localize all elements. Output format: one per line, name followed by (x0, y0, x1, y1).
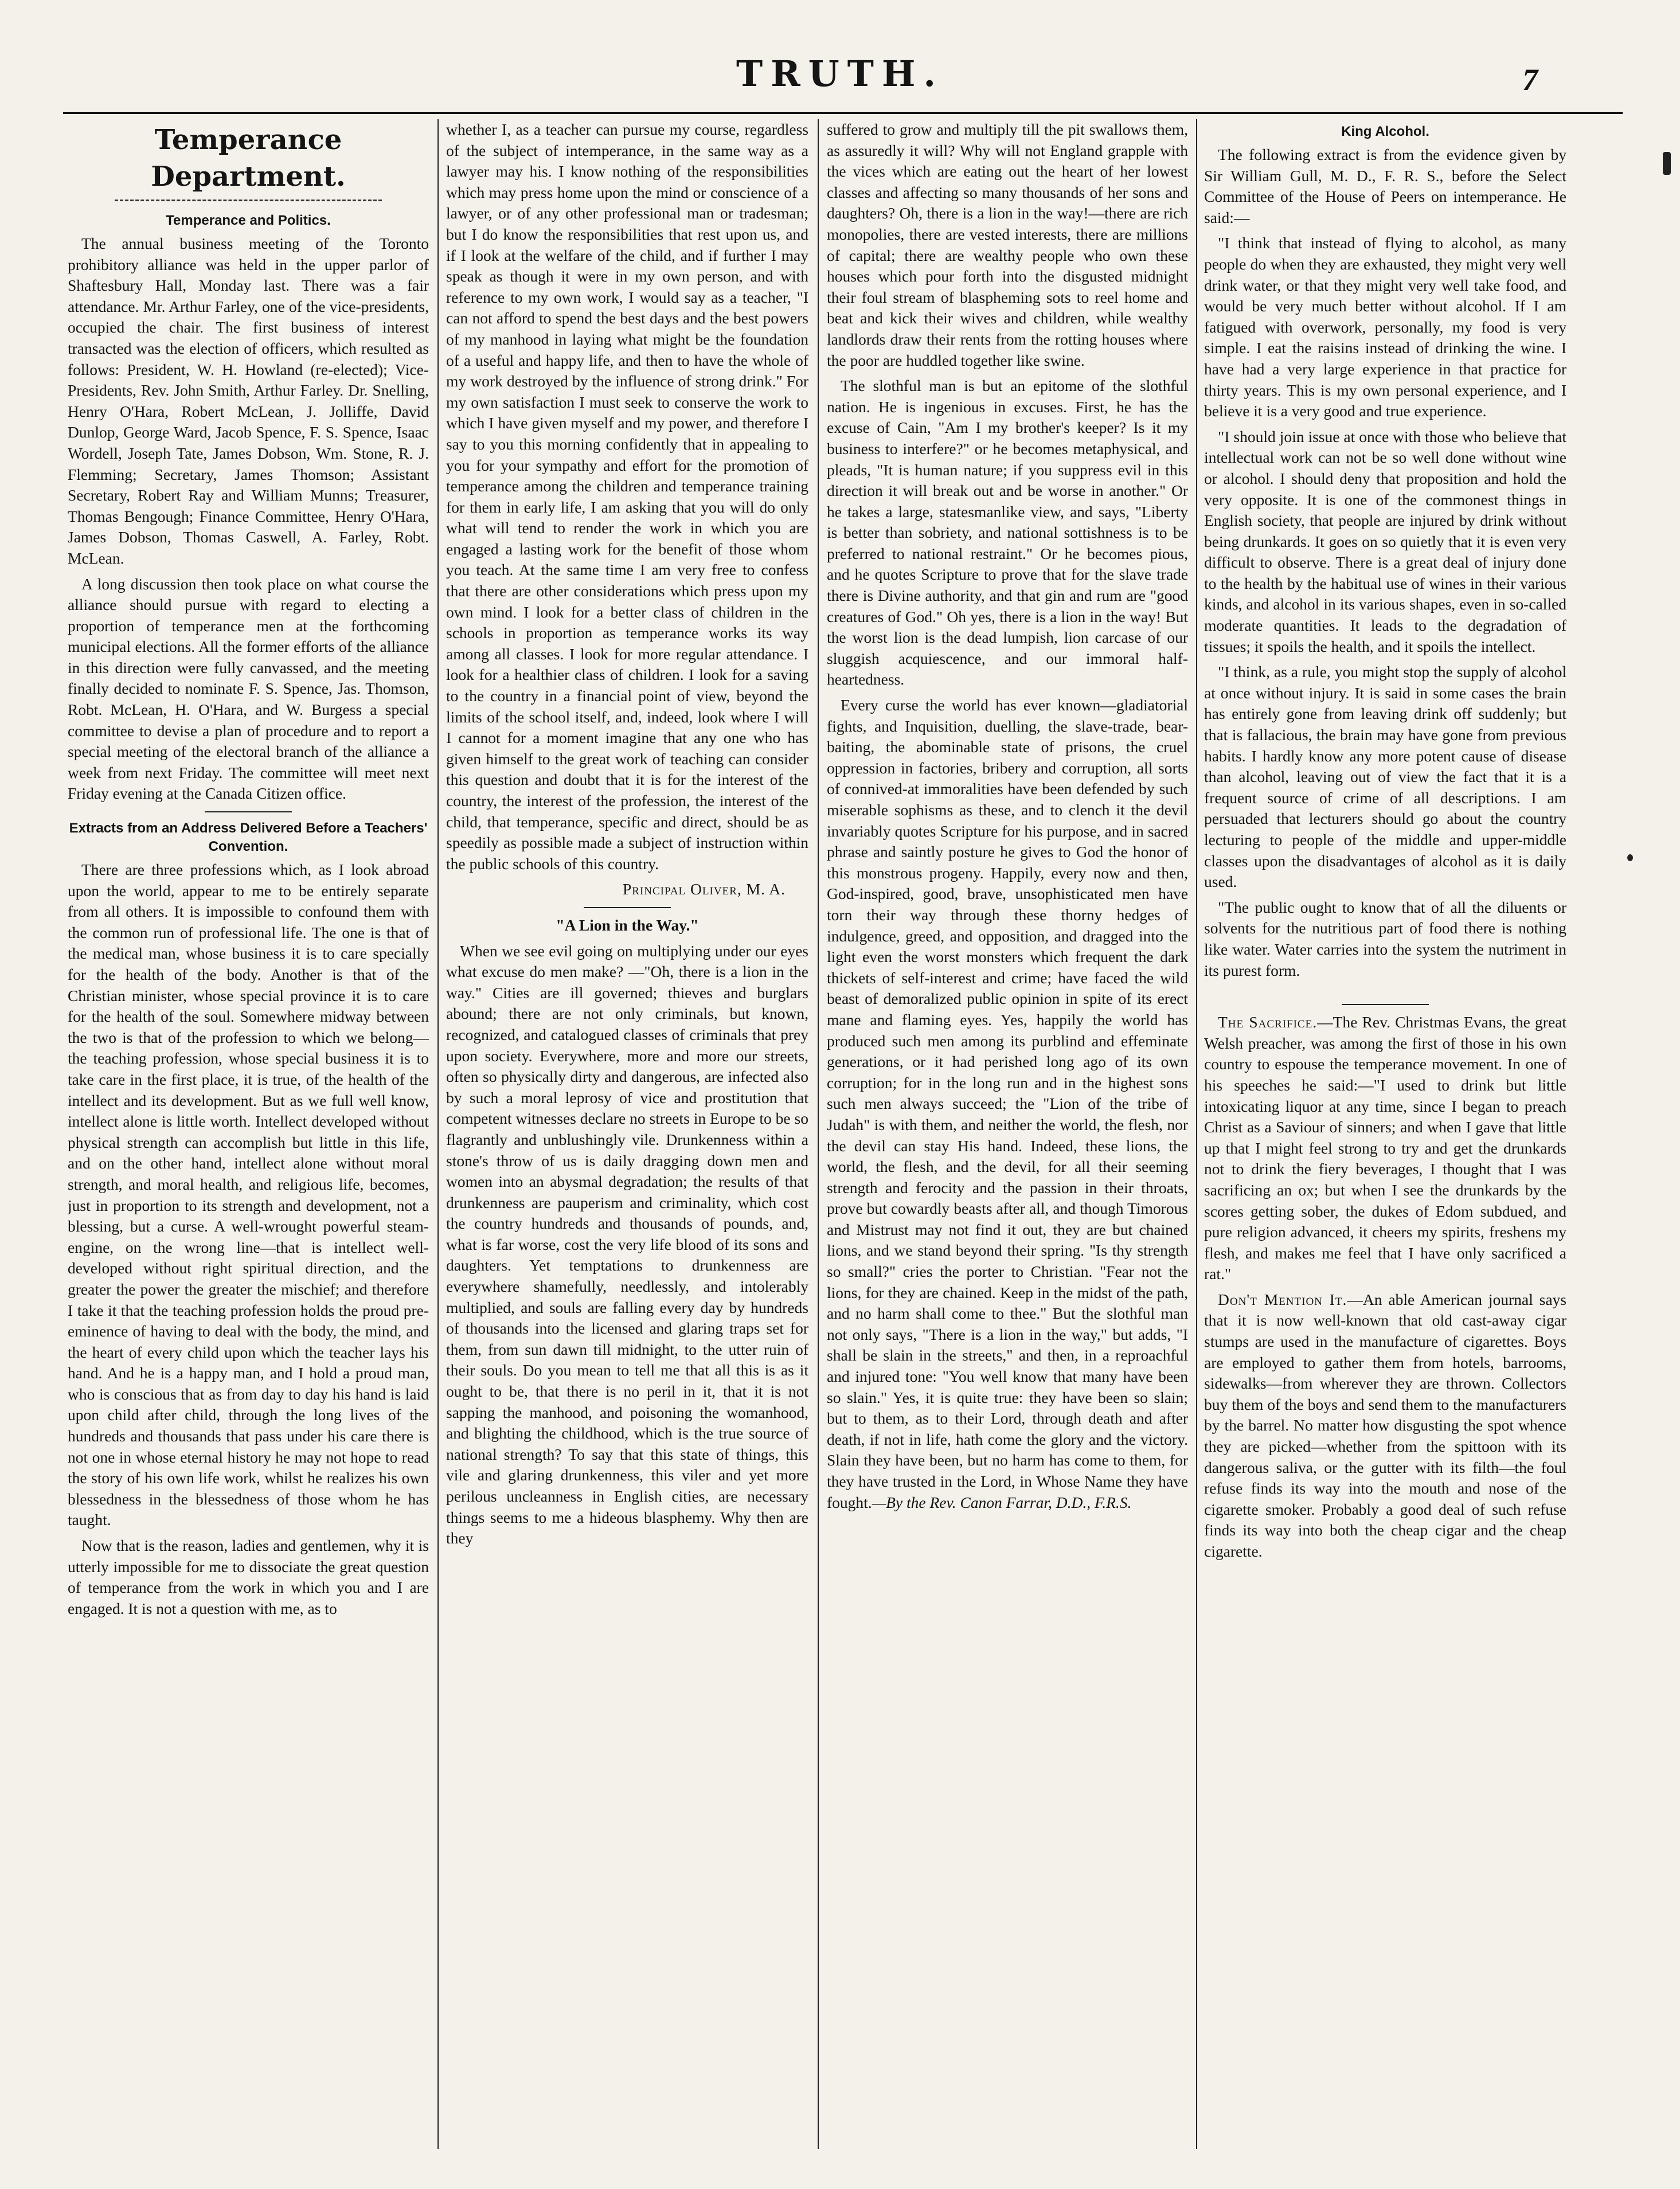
article-paragraph (1204, 1289, 1566, 1562)
article-paragraph: The slothful man is but an epitome of the slothful nation. He is ingenious in excuses. First, he has the excuse of Cain, "Am I my brother's keeper? Is it my business to interfere?" or he becomes metaphysical, and pleads, "It is human nature; if you suppress evil in this direction it will break out and be worse in another." Or he takes a large, statesmanlike view, and says, "Liberty is better than sobriety, and national sottishness is to be preferred to national restraint." Or he becomes pious, and he quotes Scripture to prove that for the slave trade there is Divine authority, and that gin and rum are "good creatures of God." Oh yes, there is a lion in the way! But the worst lion is the dead lumpish, lion carcase of our sluggish acquiescence, and our immoral half-heartedness. (827, 377, 1188, 689)
article-paragraph: "I think, as a rule, you might stop the supply of alcohol at once without injury. It is said in some cases the brain has entirely gone from leaving drink off suddenly; but that is fallacious, the brain may have gone from previous habits. I hardly know any more potent cause of disease than alcohol, leaving out of view the fact that it is a frequent source of crime of all descriptions. I am persuaded that lecturers should go about the country lecturing to people of the middle and upper-middle classes upon the disadvantages of alcohol as it is daily used. (1204, 663, 1566, 891)
article-paragraph: suffered to grow and multiply till the pit swallows them, as assuredly it will? Why will not England grapple with the vices which are eating out the heart of her lowest classes and affecting so many thousands of her sons and daughters? Oh, there is a lion in the way!—there are rich monopolies, there are vested interests, there are millions of capital; there are wealthy people who own these houses which pour forth into the disgusted midnight their foul stream of blaspheming sots to reel home and beat and kick their wives and children, while wealthy landlords draw their rents from the rotting houses where the poor are huddled together like swine. (827, 120, 1188, 369)
column-4 (1204, 119, 1566, 2137)
article-paragraph: whether I, as a teacher can pursue my course, regardless of the subject of intemperance, in the same way as a lawyer may his. I know nothing of the responsibilities which may press home upon the mind or conscience of a lawyer, or of any other professional man or tradesman; but I do know the responsibilities that rest upon us, and if I look at the welfare of the child, and if further I may speak as though it were in my own person, and with reference to my own work, I would say as a teacher, "I can not afford to spend the best days and the best powers of my manhood in laying what might be the foundation of a useful and happy life, and then to have the whole of my work destroyed by the influence of strong drink." For my own satisfaction I must seek to conserve the work to which I have given myself and my power, and therefore I say to you this morning confidently that in appealing to you for your sympathy and effort for the promotion of temperance among the children and temperance training for them in early life, I am asking that you will do only what will tend to render the work in which you are engaged a lasting work for the benefit of those whom you teach. At the same time I am very free to confess that there are other considerations which press upon my own mind. I look for a better class of children in the schools in proportion as temperance works its way among all classes. I look for more regular attendance. I look for a healthier class of children. I look for a saving to the country in a financial point of view, beyond the limits of the school itself, and, indeed, look where I will I cannot for a moment imagine that any one who has given himself to the great work of teaching can consider this question and doubt that it is for the interest of the country, the interest of the profession, the interest of the child, that temperance, specific and direct, should be as speedily as possible made a subject of instruction within the public schools of this country. (446, 120, 808, 873)
column-2 (446, 119, 808, 2137)
paragraph-text: —An able American journal says that it is now well-known that old cast-away cigar stumps are used in the manufacture of cigarettes. Boys are employed to gather them from hotels, barrooms, sidewalks—from wherever they are thrown. Collectors buy them of the boys and send them to the manufacturers by the barrel. No matter how disgusting the spot whence they are picked—whether from the spittoon with its dangerous saliva, or the gutter with its filth—the foul refuse finds its way into the mouth and nose of the cigarette smoker. Probably a good deal of such refuse finds its way into both the cheap cigar and the cheap cigarette. (1204, 1290, 1566, 1560)
column-divider (437, 119, 439, 2149)
article-paragraph: When we see evil going on multiplying under our eyes what excuse do men make? —"Oh, there is a lion in the way." Cities are ill governed; thieves and burglars abound; there are not only criminals, but known, recognized, and catalogued classes of criminals that prey upon society. Everywhere, more and more our streets, often so physically dirty and dangerous, are infected also by such a moral leprosy of vice and prostitution that competent witnesses declare no streets in Europe to be so flagrantly and unblushingly vile. Drunkenness within a stone's throw of us is daily dragging down men and women into an abysmal degradation; the results of that drunkenness are pauperism and criminality, which cost the country hundreds and thousands of pounds, and, what is far worse, cost the very life blood of its sons and daughters. Yet temptations to drunkenness are everywhere shamefully, needlessly, and intolerably multiplied, and souls are falling every day by hundreds of thousands into the licensed and glaring traps set for them, from sun dawn till midnight, to the utter ruin of their souls. Do you mean to tell me that all this is as it ought to be, that there is no peril in it, that it is not sapping the manhood, and poisoning the womanhood, and blighting the childhood, which is the true source of national strength? To say that this state of things, this vile and glaring drunkenness, this viler and yet more perilous uncleanness in English cities, are necessary things seems to me a hideous blasphemy. Why then are they (446, 941, 808, 1547)
article-paragraph (1204, 1012, 1566, 1285)
article-lead: The Sacrifice. (1218, 1013, 1318, 1031)
article-paragraph: "I should join issue at once with those who believe that intellectual work can not be so well done without wine or alcohol. I should deny that proposition and hold the very opposite. It is one of the commonest things in English society, that people are injured by drink without being drunkards. It goes on so quietly that it is even very difficult to observe. There is a great deal of injury done to the health by the habitual use of wines in their various kinds, and alcohol in its various shapes, even in so-called moderate quantities. It leads to the degradation of tissues; it spoils the health, and it spoils the intellect. (1204, 427, 1566, 655)
column-divider (818, 119, 819, 2149)
attribution: —By the Rev. Canon Farrar, D.D., F.R.S. (872, 1493, 1132, 1511)
separator-rule (205, 811, 291, 812)
author-signature: Principal Oliver, M. A. (622, 880, 786, 898)
article-paragraph: "The public ought to know that of all the diluents or solvents for the nutritious part of food there is nothing like water. Water carries into the system the nutriment in its purest form. (1204, 898, 1566, 979)
article-paragraph: The annual business meeting of the Toronto prohibitory alliance was held in the upper parlor of Shaftesbury Hall, Monday last. There was a fair attendance. Mr. Arthur Farley, one of the vice-presidents, occupied the chair. The first business of interest transacted was the election of officers, which resulted as follows: President, W. H. Howland (re-elected); Vice-Presidents, Rev. John Smith, Arthur Farley. Dr. Snelling, Henry O'Hara, Robert McLean, J. Jolliffe, David Dunlop, George Ward, Jacob Spence, F. S. Spence, Isaac Wordell, Joseph Tate, James Dobson, Wm. Stone, R. J. Flemming; Secretary, James Thomson; Assistant Secretary, Robert Ray and William Munns; Treasurer, Thomas Bengough; Finance Committee, Henry O'Hara, James Dobson, Thomas Caswell, A. Farley, Robt. McLean. (68, 234, 429, 567)
article-heading: Extracts from an Address Delivered Before a Teachers' Convention. (69, 820, 428, 855)
article-lead: Don't Mention It. (1218, 1290, 1347, 1308)
department-title: Temperance Department. (151, 124, 346, 193)
article-heading: King Alcohol. (1341, 124, 1429, 139)
column-3 (827, 119, 1188, 2137)
article-paragraph: "I think that instead of flying to alcohol, as many people do when they are exhausted, they might very well drink water, or that they might very well take food, and would be very much better without alcohol. If I am fatigued with overwork, personally, my food is very simple. I eat the raisins instead of drinking the wine. I have had a very large experience in that practice for thirty years. This is my own personal experience, and I believe it is a very good and true experience. (1204, 234, 1566, 420)
newspaper-title: TRUTH. (736, 53, 944, 95)
masthead-rule (63, 112, 1623, 114)
article-paragraph: A long discussion then took place on what course the alliance should pursue with regard to electing a proportion of temperance men at the forthcoming municipal elections. All the former efforts of the alliance in this direction were fully canvassed, and the meeting finally decided to nominate F. S. Spence, Jas. Thomson, Robt. McLean, H. O'Hara, and W. Burgess a special committee to devise a plan of procedure and to report a special meeting of the electoral branch of the alliance a week from next Friday. The committee will meet next Friday evening at the Canada Citizen office. (68, 574, 429, 803)
column-1 (68, 119, 429, 2137)
article-title: "A Lion in the Way." (556, 916, 699, 934)
scan-speck (1663, 152, 1671, 175)
article-paragraph (827, 695, 1188, 1513)
masthead (0, 0, 1680, 109)
title-ornament (115, 200, 382, 201)
paragraph-text: —The Rev. Christmas Evans, the great Welsh preacher, was among the first of those in his own country to espouse the temperance movement. In one of his speeches he said:—"I used to drink but little intoxicating liquor at any time, since I began to preach Christ as a Saviour of sinners; and when I gave that little up that I might feel strong to try and get the drunkards not to drink the fiery beverages, I thought that I was sacrificing an ox; but when I see the drunkards by the scores getting sober, the dukes of Edom subdued, and pure religion advanced, it cheers my spirits, freshens my flesh, and makes me feel that I have only sacrificed a rat." (1204, 1013, 1566, 1283)
article-paragraph: There are three professions which, as I look abroad upon the world, appear to me to be entirely separate from all others. It is impossible to confound them with the common run of professional life. The one is that of the medical man, whose business it is to care specially for the health of the body. Another is that of the Christian minister, whose special province it is to care for the health of the soul. Somewhere midway between the two is that of the profession to which we belong—the teaching profession, whose special business it is to take care in the first place, it is true, of the health of the intellect and its development. But as we full well know, intellect alone is little worth. Intellect developed without physical strength can accomplish but little in this life, and on the other hand, intellect alone without moral strength, and moral health, and religious life, becomes, just in proportion to its strength and development, not a blessing, but a curse. A well-wrought powerful steam-engine, on the wrong line—that is intellect well-developed without right spiritual direction, and the greater the power the greater the mischief; and therefore I take it that the teaching profession holds the proud pre-eminence of having to deal with the body, the mind, and the heart of every child upon which the teacher lays his hand. And he is a happy man, and I hold a proud man, who is conscious that as from day to day his hand is laid upon child after child, through the long lives of the hundreds and thousands that pass under his care there is not one in whose eternal history he may not hope to read the story of his own life work, whilst he realizes his own blessedness in the blessedness of those whom he has taught. (68, 861, 429, 1529)
separator-rule (584, 907, 671, 908)
article-heading: Temperance and Politics. (166, 213, 331, 228)
separator-rule (1342, 1004, 1429, 1005)
column-divider (1196, 119, 1197, 2149)
scan-speck (1627, 854, 1633, 861)
article-paragraph: The following extract is from the evidence given by Sir William Gull, M. D., F. R. S., before the Select Committee of the House of Peers on intemperance. He said:— (1204, 146, 1566, 226)
page-number: 7 (1522, 62, 1538, 97)
article-paragraph: Now that is the reason, ladies and gentlemen, why it is utterly impossible for me to dissociate the great question of temperance from the work in which you and I are engaged. It is not a question with me, as to (68, 1537, 429, 1617)
paragraph-text: Every curse the world has ever known—gladiatorial fights, and Inquisition, duelling, the slave-trade, bear-baiting, the abominable state of prisons, the cruel oppression in factories, bribery and corruption, all sorts of connived-at immoralities have been defended by such miserable sophisms as these, and to clench it the devil invariably quotes Scripture for his purpose, and in sacred phrase and saintly posture he gives to God the honor of this monstrous progeny. Happily, every now and then, God-inspired, good, brave, unsophisticated men have torn their way through these thorny hedges of indulgence, greed, and opposition, and dragged into the light even the worst monsters which frequent the dark thickets of self-interest and crime; have faced the wild beast of demoralized public opinion in spite of its erect mane and flaming eyes. Yes, happily the world has produced such men among its purblind and effeminate generations, or it had perished long ago of its own corruption; for in the long run and in the highest sons such men always succeed; the "Lion of the tribe of Judah" is with them, and neither the world, the flesh, nor the devil can stay His hand. Indeed, these lions, the world, the flesh, and the devil, for all their seeming strength and ferocity and the passion in their throats, prove but cowardly beasts after all, and though Timorous and Mistrust may not find it out, they are but chained lions, and we stand beyond their spring. "Is thy strength so small?" cries the porter to Christian. "Fear not the lions, for they are chained. Keep in the midst of the path, and no harm shall come to thee." But the slothful man not only says, "There is a lion in the way," but adds, "I shall be slain in the streets," and then, in a reproachful and injured tone: "You well know that many have been so slain." Yes, it is quite true: they have been so slain; but to them, as to their Lord, through death and after death, if not in life, hath come the glory and the victory. Slain they have been, but no harm has come to them, for they have trusted in the Lord, in Whose Name they have fought. (827, 696, 1188, 1511)
